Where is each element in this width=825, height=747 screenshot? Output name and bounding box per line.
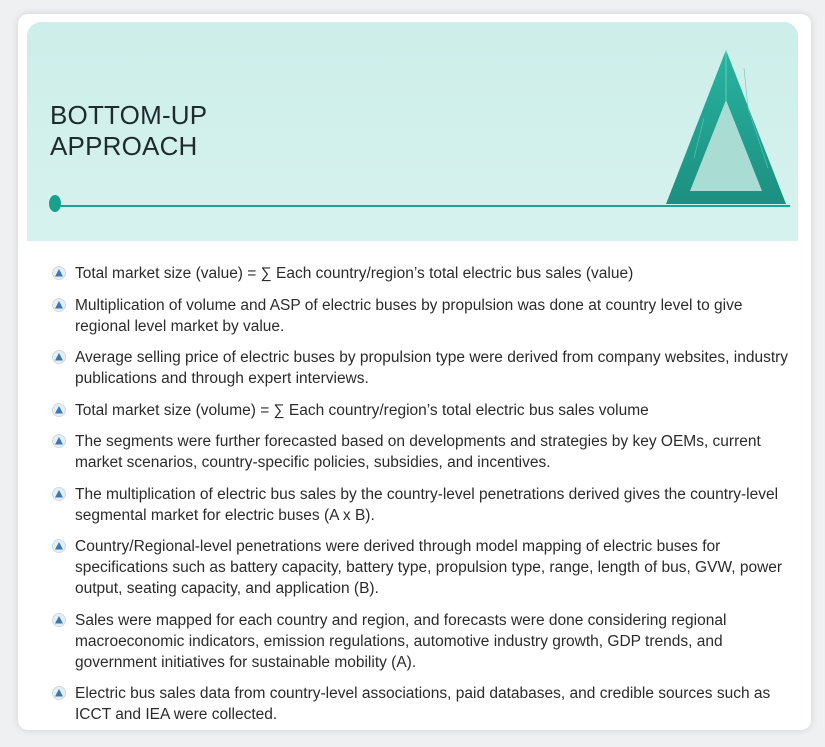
triangle-pyramid-icon [664, 48, 788, 204]
page-title: BOTTOM-UP APPROACH [50, 100, 208, 161]
list-item-text: Total market size (value) = ∑ Each country/region’s total electric bus sales (value) [75, 265, 634, 282]
triangle-bullet-icon [52, 539, 66, 553]
list-item-text: Total market size (volume) = ∑ Each country/region’s total electric bus sales volume [75, 401, 649, 419]
list-item [52, 295, 792, 337]
header-panel [27, 22, 798, 241]
triangle-bullet-icon [52, 266, 66, 280]
divider-dot [49, 195, 61, 212]
triangle-bullet-icon [52, 403, 66, 417]
list-item [52, 536, 792, 599]
list-item-text: Average selling price of electric buses by propulsion type were derived from company websites, industry publications and through expert interviews. [75, 349, 789, 387]
list-item-text: The multiplication of electric bus sales by the country-level penetrations derived gives the country-level segmental market for electric buses (A x B). [75, 485, 779, 524]
triangle-bullet-icon [52, 487, 66, 501]
list-item [52, 431, 792, 473]
list-item-text: Electric bus sales data from country-level associations, paid databases, and credible sources such as ICCT and IEA were collected. [75, 685, 771, 723]
bullet-list [52, 263, 792, 736]
list-item [52, 484, 792, 526]
triangle-bullet-icon [52, 686, 66, 700]
triangle-bullet-icon [52, 350, 66, 364]
list-item [52, 683, 792, 725]
list-item [52, 347, 792, 389]
list-item-text: Country/Regional-level penetrations were derived through model mapping of electric buses for specifications such as battery capacity, battery type, propulsion type, range, length of bus, GVW, power output, seating capacity, and application (B). [75, 538, 783, 597]
list-item-text: Multiplication of volume and ASP of electric buses by propulsion was done at country level to give regional level market by value. [75, 296, 743, 335]
triangle-bullet-icon [52, 298, 66, 312]
list-item [52, 400, 792, 421]
list-item-text: Sales were mapped for each country and region, and forecasts were done considering regional macroeconomic indicators, emission regulations, automotive industry growth, GDP trends, and government initiatives for sustainable mobility (A). [75, 611, 727, 671]
list-item [52, 610, 792, 673]
triangle-bullet-icon [52, 434, 66, 448]
triangle-bullet-icon [52, 613, 66, 627]
list-item-text: The segments were further forecasted based on developments and strategies by key OEMs, current market scenarios, country-specific policies, subsidies, and incentives. [75, 433, 761, 471]
list-item [52, 263, 792, 284]
divider-line [60, 205, 790, 207]
